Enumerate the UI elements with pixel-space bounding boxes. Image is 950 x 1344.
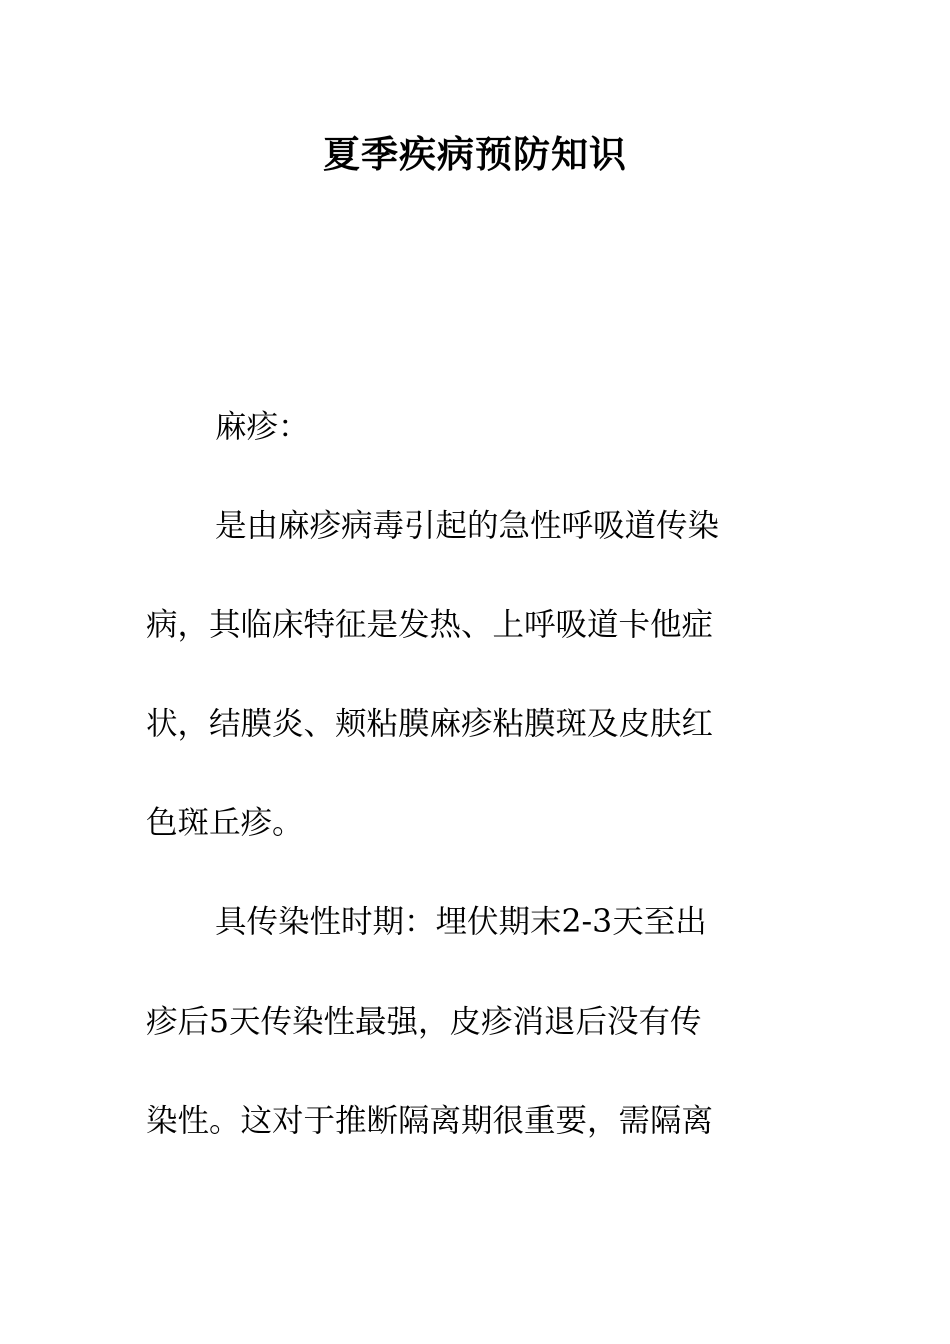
paragraph-line: 是由麻疹病毒引起的急性呼吸道传染 bbox=[215, 508, 720, 544]
paragraph-line: 具传染性时期：埋伏期末2-3天至出 bbox=[215, 904, 707, 940]
paragraph-line: 状，结膜炎、颊粘膜麻疹粘膜斑及皮肤红 bbox=[146, 706, 714, 742]
paragraph-line: 色斑丘疹。 bbox=[146, 805, 304, 841]
paragraph-line: 病，其临床特征是发热、上呼吸道卡他症 bbox=[146, 607, 714, 643]
document-title: 夏季疾病预防知识 bbox=[323, 132, 627, 176]
paragraph-line: 疹后5天传染性最强，皮疹消退后没有传 bbox=[146, 1004, 702, 1040]
paragraph-line: 染性。这对于推断隔离期很重要，需隔离 bbox=[146, 1103, 714, 1139]
section-heading-measles: 麻疹： bbox=[215, 409, 310, 445]
